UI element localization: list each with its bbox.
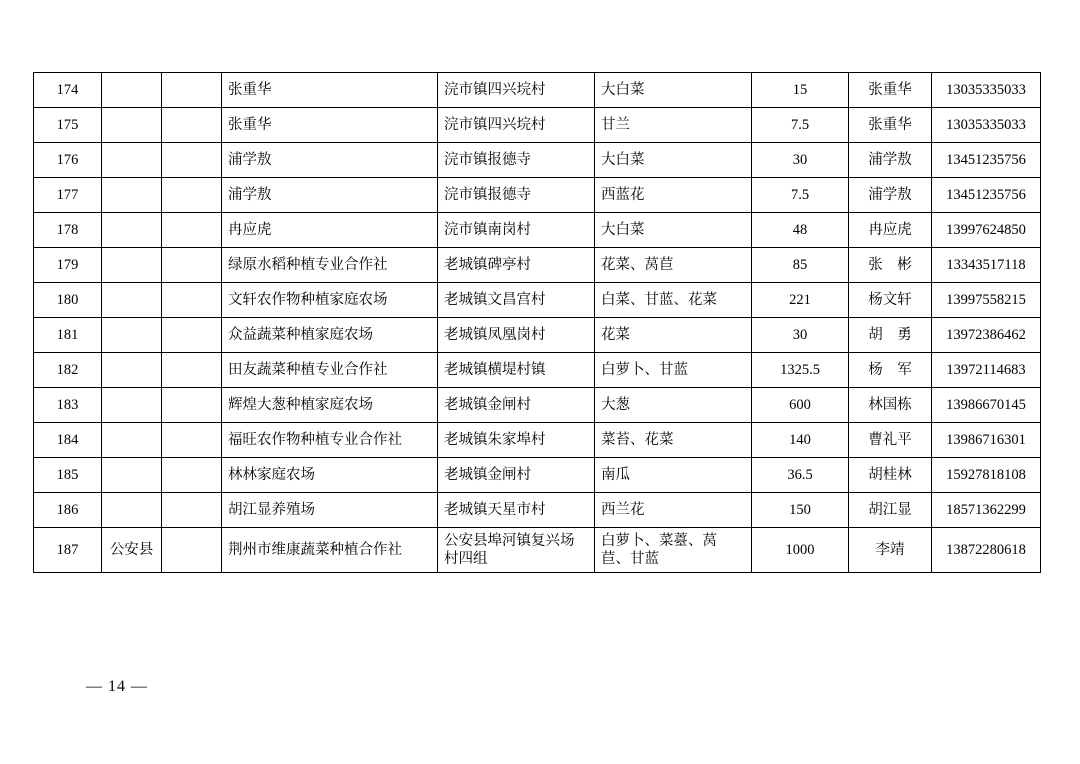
cell-variety: 南瓜: [595, 458, 752, 493]
cell-entity: 众益蔬菜种植家庭农场: [222, 318, 438, 353]
cell-county: [102, 353, 162, 388]
cell-location: 老城镇碑亭村: [438, 248, 595, 283]
cell-entity: 胡江显养殖场: [222, 493, 438, 528]
cell-area: 15: [752, 73, 849, 108]
cell-area: 1000: [752, 528, 849, 573]
cell-entity: 辉煌大葱种植家庭农场: [222, 388, 438, 423]
cell-county: [102, 248, 162, 283]
cell-location: 老城镇天星市村: [438, 493, 595, 528]
cell-phone: 13972386462: [932, 318, 1041, 353]
cell-entity: 文轩农作物种植家庭农场: [222, 283, 438, 318]
cell-phone: 13986670145: [932, 388, 1041, 423]
cell-variety: 花菜、莴苣: [595, 248, 752, 283]
cell-phone: 13451235756: [932, 178, 1041, 213]
table-row: [34, 213, 1041, 248]
cell-contact: 胡桂林: [849, 458, 932, 493]
cell-location: 浣市镇四兴垸村: [438, 108, 595, 143]
cell-entity: 冉应虎: [222, 213, 438, 248]
cell-area: 600: [752, 388, 849, 423]
cell-variety: 大白菜: [595, 143, 752, 178]
cell-phone: 13997624850: [932, 213, 1041, 248]
table-row: [34, 458, 1041, 493]
cell-no: 175: [34, 108, 102, 143]
cell-blank: [162, 248, 222, 283]
cell-variety: 甘兰: [595, 108, 752, 143]
cell-no: 174: [34, 73, 102, 108]
cell-location: 公安县埠河镇复兴场村四组: [438, 528, 595, 573]
cell-county: [102, 458, 162, 493]
cell-blank: [162, 213, 222, 248]
table-body: [34, 73, 1041, 573]
cell-location: 老城镇凤凰岗村: [438, 318, 595, 353]
cell-no: 184: [34, 423, 102, 458]
cell-phone: 13035335033: [932, 108, 1041, 143]
cell-phone: 15927818108: [932, 458, 1041, 493]
table-row: [34, 178, 1041, 213]
cell-location: 浣市镇报德寺: [438, 178, 595, 213]
cell-contact: 浦学敖: [849, 143, 932, 178]
cell-county: [102, 318, 162, 353]
cell-entity: 田友蔬菜种植专业合作社: [222, 353, 438, 388]
cell-phone: 13986716301: [932, 423, 1041, 458]
cell-area: 30: [752, 318, 849, 353]
cell-area: 30: [752, 143, 849, 178]
cell-no: 178: [34, 213, 102, 248]
cell-contact: 张重华: [849, 108, 932, 143]
cell-location: 老城镇朱家埠村: [438, 423, 595, 458]
cell-location: 浣市镇四兴垸村: [438, 73, 595, 108]
cell-entity: 浦学敖: [222, 143, 438, 178]
cell-entity: 林林家庭农场: [222, 458, 438, 493]
cell-county: 公安县: [102, 528, 162, 573]
cell-contact: 杨文轩: [849, 283, 932, 318]
table-row: [34, 388, 1041, 423]
cell-contact: 林国栋: [849, 388, 932, 423]
cell-blank: [162, 388, 222, 423]
cell-contact: 胡 勇: [849, 318, 932, 353]
cell-blank: [162, 493, 222, 528]
cell-no: 177: [34, 178, 102, 213]
cell-county: [102, 213, 162, 248]
table-row: [34, 353, 1041, 388]
cell-blank: [162, 458, 222, 493]
cell-variety: 大白菜: [595, 73, 752, 108]
table-row: [34, 248, 1041, 283]
cell-variety: 西兰花: [595, 493, 752, 528]
cell-blank: [162, 143, 222, 178]
cell-area: 48: [752, 213, 849, 248]
cell-contact: 李靖: [849, 528, 932, 573]
cell-variety: 白菜、甘蓝、花菜: [595, 283, 752, 318]
cell-county: [102, 178, 162, 213]
cell-county: [102, 423, 162, 458]
cell-variety: 菜苔、花菜: [595, 423, 752, 458]
cell-blank: [162, 318, 222, 353]
table-row: [34, 283, 1041, 318]
cell-blank: [162, 528, 222, 573]
cell-entity: 福旺农作物种植专业合作社: [222, 423, 438, 458]
cell-contact: 浦学敖: [849, 178, 932, 213]
cell-area: 221: [752, 283, 849, 318]
cell-contact: 胡江显: [849, 493, 932, 528]
cell-variety: 西蓝花: [595, 178, 752, 213]
cell-no: 182: [34, 353, 102, 388]
data-table-container: [33, 72, 1040, 573]
cell-blank: [162, 73, 222, 108]
cell-area: 7.5: [752, 178, 849, 213]
cell-contact: 张重华: [849, 73, 932, 108]
cell-contact: 曹礼平: [849, 423, 932, 458]
cell-entity: 张重华: [222, 73, 438, 108]
cell-blank: [162, 423, 222, 458]
cell-phone: 13972114683: [932, 353, 1041, 388]
cell-no: 180: [34, 283, 102, 318]
cell-variety: 白萝卜、菜薹、莴苣、甘蓝: [595, 528, 752, 573]
table-row: [34, 73, 1041, 108]
cell-phone: 13451235756: [932, 143, 1041, 178]
cell-no: 185: [34, 458, 102, 493]
cell-area: 1325.5: [752, 353, 849, 388]
cell-area: 7.5: [752, 108, 849, 143]
cell-phone: 13997558215: [932, 283, 1041, 318]
table-row: [34, 493, 1041, 528]
cell-phone: 13872280618: [932, 528, 1041, 573]
cell-county: [102, 493, 162, 528]
cell-entity: 张重华: [222, 108, 438, 143]
cell-location: 浣市镇报德寺: [438, 143, 595, 178]
cell-phone: 13343517118: [932, 248, 1041, 283]
vegetable-planting-table: [33, 72, 1041, 573]
cell-no: 179: [34, 248, 102, 283]
cell-variety: 大白菜: [595, 213, 752, 248]
cell-county: [102, 73, 162, 108]
cell-blank: [162, 283, 222, 318]
table-row: [34, 423, 1041, 458]
cell-blank: [162, 178, 222, 213]
cell-area: 150: [752, 493, 849, 528]
cell-area: 36.5: [752, 458, 849, 493]
cell-no: 187: [34, 528, 102, 573]
cell-entity: 浦学敖: [222, 178, 438, 213]
cell-no: 183: [34, 388, 102, 423]
cell-area: 85: [752, 248, 849, 283]
table-row: [34, 318, 1041, 353]
cell-no: 176: [34, 143, 102, 178]
cell-variety: 白萝卜、甘蓝: [595, 353, 752, 388]
cell-county: [102, 388, 162, 423]
cell-location: 浣市镇南岗村: [438, 213, 595, 248]
cell-variety: 花菜: [595, 318, 752, 353]
cell-county: [102, 143, 162, 178]
cell-location: 老城镇金闸村: [438, 458, 595, 493]
cell-contact: 杨 军: [849, 353, 932, 388]
cell-contact: 冉应虎: [849, 213, 932, 248]
table-row: [34, 528, 1041, 573]
table-row: [34, 143, 1041, 178]
cell-location: 老城镇金闸村: [438, 388, 595, 423]
cell-blank: [162, 353, 222, 388]
cell-phone: 13035335033: [932, 73, 1041, 108]
cell-contact: 张 彬: [849, 248, 932, 283]
cell-location: 老城镇文昌宫村: [438, 283, 595, 318]
cell-entity: 绿原水稻种植专业合作社: [222, 248, 438, 283]
cell-blank: [162, 108, 222, 143]
page-number-footer: — 14 —: [86, 678, 148, 695]
cell-county: [102, 283, 162, 318]
cell-phone: 18571362299: [932, 493, 1041, 528]
table-row: [34, 108, 1041, 143]
cell-entity: 荆州市维康蔬菜种植合作社: [222, 528, 438, 573]
cell-no: 186: [34, 493, 102, 528]
cell-location: 老城镇横堤村镇: [438, 353, 595, 388]
cell-area: 140: [752, 423, 849, 458]
cell-no: 181: [34, 318, 102, 353]
cell-variety: 大葱: [595, 388, 752, 423]
cell-county: [102, 108, 162, 143]
